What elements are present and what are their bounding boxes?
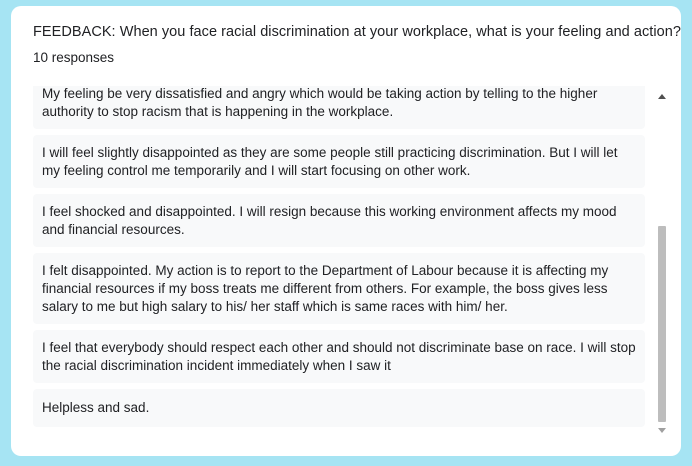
response-item: My feeling be very dissatisfied and angry which would be taking action by telling to the higher authority to stop racism that is happening in the workplace.	[33, 86, 645, 129]
response-item: I feel that everybody should respect each other and should not discriminate base on race. I will stop the racial discrimination incident immediately when I saw it	[33, 330, 645, 383]
response-item: I felt disappointed. My action is to report to the Department of Labour because it is affecting my financial resources if my boss treats me different from others. For example, the boss gives less salary to me but high salary to his/ her staff which is same races with him/ her.	[33, 253, 645, 324]
response-item: Helpless and sad.	[33, 389, 645, 427]
question-title: FEEDBACK: When you face racial discrimination at your workplace, what is your feeling and action?	[33, 24, 681, 40]
responses-list[interactable]	[33, 86, 645, 442]
response-count: 10 responses	[33, 50, 115, 65]
scroll-up-arrow-icon[interactable]	[655, 90, 669, 102]
scrollbar[interactable]	[655, 90, 669, 436]
response-summary-card	[11, 6, 681, 456]
scroll-down-arrow-icon[interactable]	[655, 424, 669, 436]
response-item: I feel shocked and disappointed. I will resign because this working environment affects my mood and financial resources.	[33, 194, 645, 247]
scroll-thumb[interactable]	[658, 226, 666, 422]
response-item: I will feel slightly disappointed as they are some people still practicing discrimination. But I will let my feeling control me temporarily and I will start focusing on other work.	[33, 135, 645, 188]
scroll-track[interactable]	[658, 104, 666, 422]
